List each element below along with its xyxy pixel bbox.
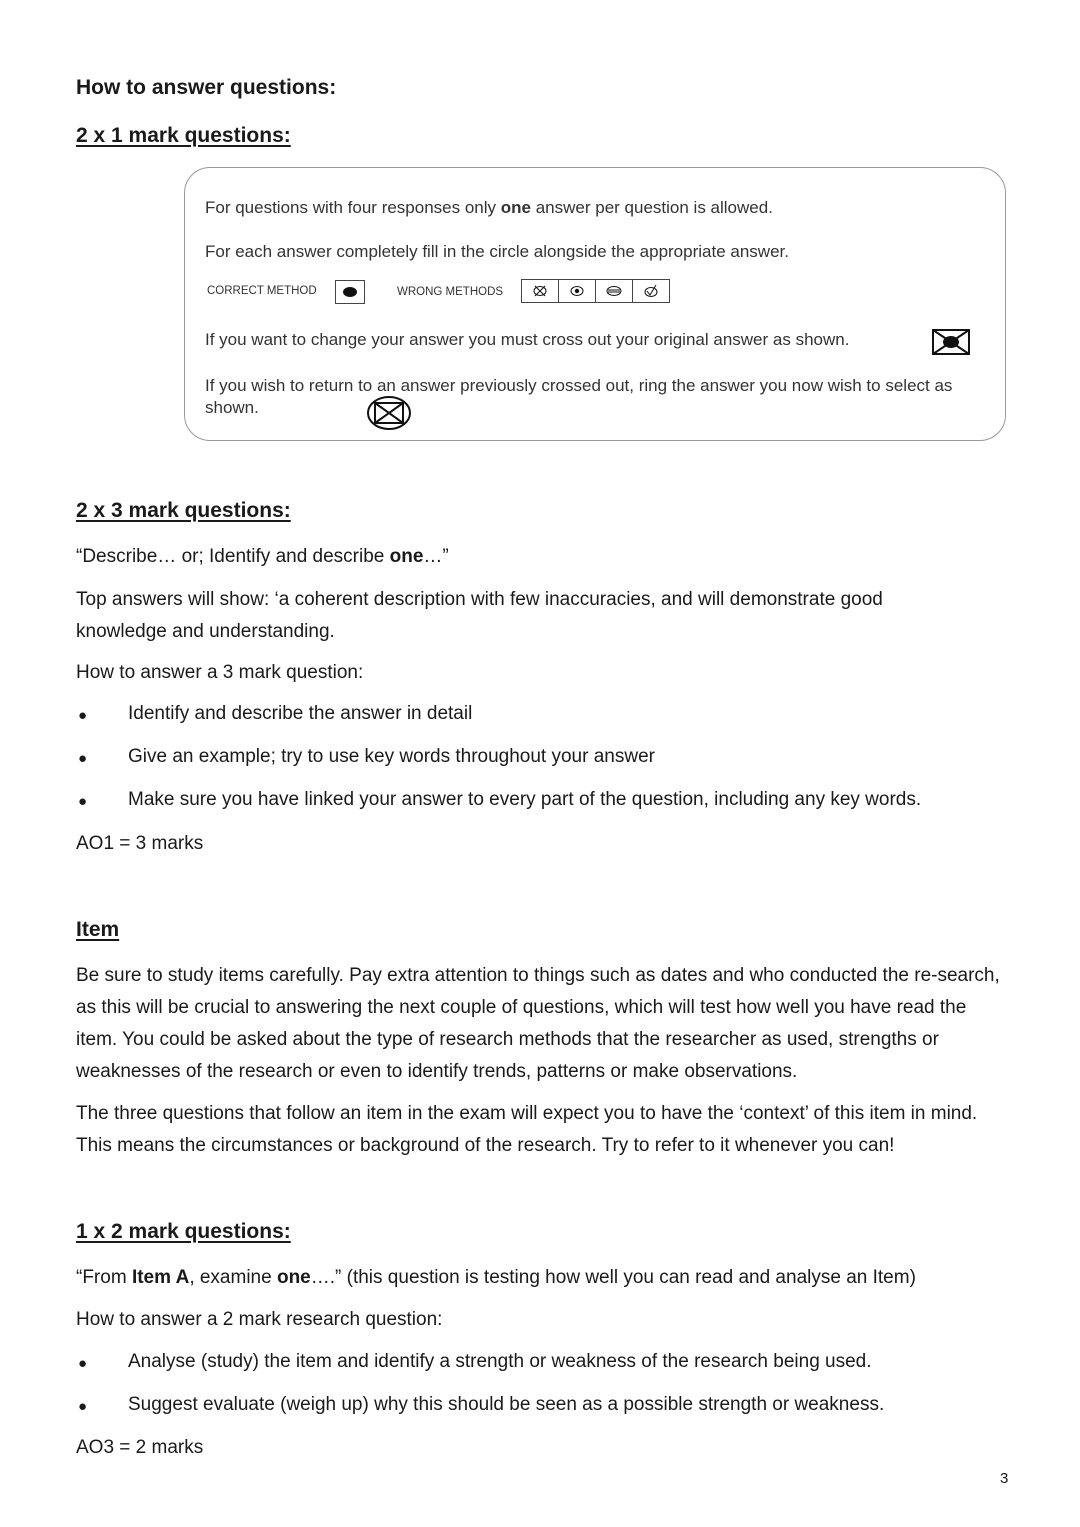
bullet-dot: ● [78, 750, 88, 767]
bullet-dot: ● [78, 1355, 88, 1372]
wrong-methods-label: WRONG METHODS [397, 286, 504, 298]
heading-2x1-mark: 2 x 1 mark questions: [76, 124, 291, 147]
two-mark-ao: AO3 = 2 marks [76, 1437, 204, 1458]
bullet-dot: ● [78, 1398, 88, 1415]
bullet-dot: ● [78, 707, 88, 724]
item-paragraph-two: The three questions that follow an item in the exam will expect you to have the ‘context’ of this item in mind. This means the circumstances or background of the research. Try to refer to it whenever you can! [76, 1103, 978, 1156]
instruction-change-answer: If you want to change your answer you must cross out your original answer as shown. [205, 330, 850, 349]
item-paragraph-one: Be sure to study items carefully. Pay extra attention to things such as dates and who conducted the re-search, as this will be crucial to answering the next couple of questions, which will test how well you have read the item. You could be asked about the type of research methods that the researcher as used, strengths or weaknesses of the research or even to identify trends, patterns or make observations. [76, 965, 1000, 1082]
scribbled-circle-icon [596, 280, 633, 302]
two-mark-bullet: Analyse (study) the item and identify a strength or weakness of the research being used. [128, 1351, 872, 1372]
three-mark-prompt: “Describe… or; Identify and describe one…” [76, 546, 449, 567]
two-mark-bullet: Suggest evaluate (weigh up) why this should be seen as a possible strength or weakness. [128, 1394, 885, 1415]
page-number: 3 [1000, 1470, 1009, 1487]
three-mark-ao: AO1 = 3 marks [76, 833, 204, 854]
correct-method-label: CORRECT METHOD [207, 285, 317, 297]
three-mark-bullet: Identify and describe the answer in detail [128, 703, 473, 724]
ringed-crossed-box-icon [365, 394, 413, 432]
heading-1x2-mark: 1 x 2 mark questions: [76, 1220, 291, 1243]
instruction-box [184, 167, 1006, 441]
ticked-circle-icon [633, 280, 669, 302]
instruction-line-fill: For each answer completely fill in the circle alongside the appropriate answer. [205, 242, 789, 261]
correct-method-example [335, 280, 365, 304]
crossed-circle-icon [522, 280, 559, 302]
two-mark-prompt: “From Item A, examine one….” (this question is testing how well you can read and analyse an Item) [76, 1267, 916, 1288]
heading-item: Item [76, 918, 120, 941]
three-mark-bullet: Make sure you have linked your answer to every part of the question, including any key words. [128, 789, 922, 810]
crossed-out-box-icon [931, 328, 971, 356]
dotted-circle-icon [559, 280, 596, 302]
two-mark-how: How to answer a 2 mark research question: [76, 1309, 443, 1330]
heading-how-to-answer: How to answer questions: [76, 76, 337, 99]
filled-circle-icon [341, 286, 359, 298]
three-mark-bullet: Give an example; try to use key words throughout your answer [128, 746, 655, 767]
instruction-line-one: For questions with four responses only one answer per question is allowed. [205, 198, 773, 217]
wrong-methods-examples [521, 279, 670, 303]
heading-2x3-mark: 2 x 3 mark questions: [76, 499, 291, 522]
bullet-dot: ● [78, 793, 88, 810]
three-mark-how: How to answer a 3 mark question: [76, 662, 364, 683]
three-mark-top-answers: Top answers will show: ‘a coherent description with few inaccuracies, and will demonstrate good knowledge and understanding. [76, 589, 883, 642]
instruction-return-answer: If you wish to return to an answer previously crossed out, ring the answer you now wish to select as shown. [205, 376, 953, 417]
